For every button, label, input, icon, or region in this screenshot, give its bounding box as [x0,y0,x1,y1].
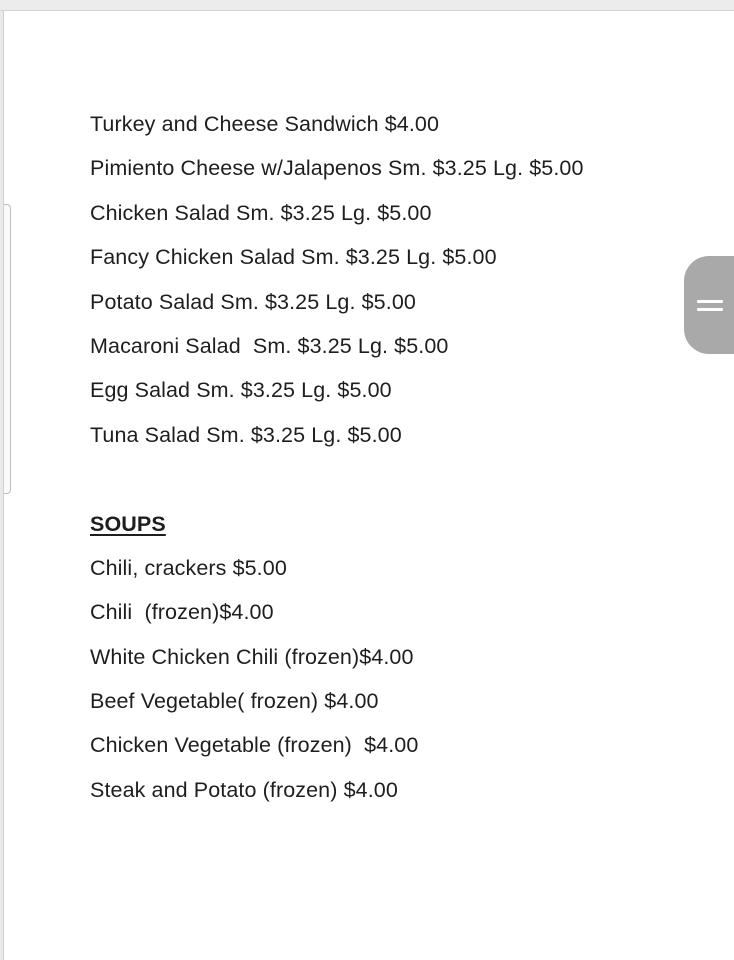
page-side-tab [4,204,11,494]
menu-item-steak-potato: Steak and Potato (frozen) $4.00 [90,777,398,802]
menu-item-turkey-cheese-sandwich: Turkey and Cheese Sandwich $4.00 [90,112,440,136]
drag-handle-icon[interactable] [684,256,734,354]
menu-item-fancy-chicken-salad: Fancy Chicken Salad Sm. $3.25 Lg. $5.00 [90,245,497,270]
handle-bar-top [697,300,723,303]
menu-item-chicken-vegetable: Chicken Vegetable (frozen) $4.00 [90,733,419,758]
menu-item-tuna-salad: Tuna Salad Sm. $3.25 Lg. $5.00 [90,422,402,447]
window-top-edge [0,0,734,11]
section-gap [90,462,690,506]
menu-item-beef-vegetable: Beef Vegetable( frozen) $4.00 [90,689,379,714]
menu-content [90,107,690,817]
menu-item-macaroni-salad: Macaroni Salad Sm. $3.25 Lg. $5.00 [90,333,449,358]
menu-item-chicken-salad: Chicken Salad Sm. $3.25 Lg. $5.00 [90,200,432,225]
menu-item-chili-crackers: Chili, crackers $5.00 [90,555,287,580]
handle-bar-bottom [697,308,723,311]
menu-item-egg-salad: Egg Salad Sm. $3.25 Lg. $5.00 [90,378,392,403]
menu-item-potato-salad: Potato Salad Sm. $3.25 Lg. $5.00 [90,289,416,314]
soups-heading: SOUPS [90,511,166,536]
document-page [3,11,734,960]
menu-item-white-chicken-chili: White Chicken Chili (frozen)$4.00 [90,644,414,669]
menu-item-pimiento-cheese: Pimiento Cheese w/Jalapenos Sm. $3.25 Lg. $5.00 [90,156,584,181]
menu-item-chili-frozen: Chili (frozen)$4.00 [90,600,274,625]
